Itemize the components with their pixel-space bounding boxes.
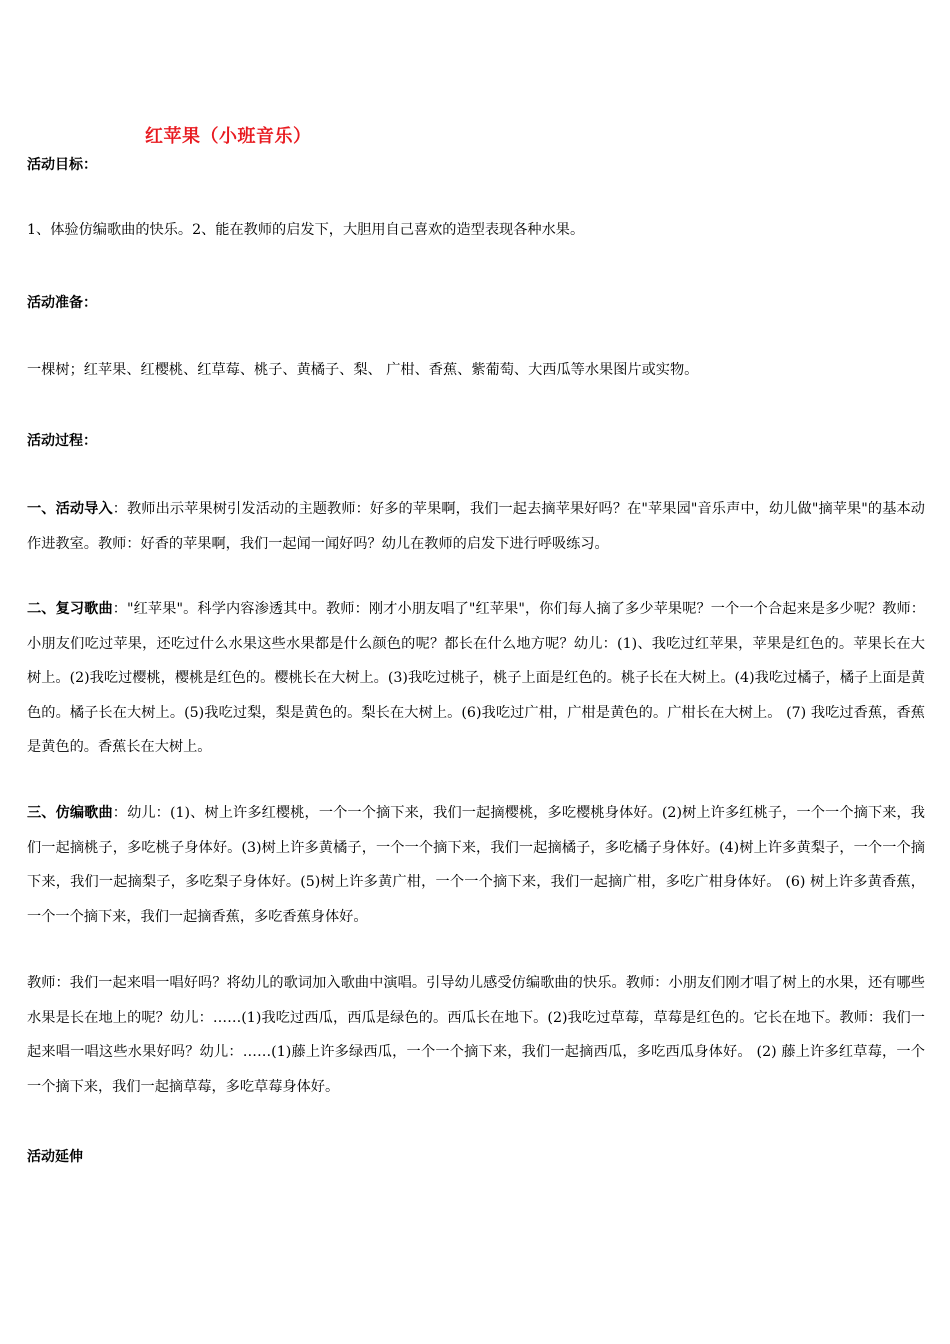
- step-3-text: ：幼儿：(1)、树上许多红樱桃，一个一个摘下来，我们一起摘樱桃，多吃樱桃身体好。(2)树上许多红桃子，一个一个摘下来，我们一起摘桃子，多吃桃子身体好。(3)树上许多黄橘子，一个一个摘下来，我们一起摘橘子，多吃橘子身体好。(4)树上许多黄梨子，一个一个摘下来，我们一起摘梨子，多吃梨子身体好。(5)树上许多黄广柑，一个一个摘下来，我们一起摘广柑，多吃广柑身体好。 (6) 树上许多黄香蕉，一个一个摘下来，我们一起摘香蕉，多吃香蕉身体好。: [27, 805, 925, 925]
- goals-text: 1、体验仿编歌曲的快乐。2、能在教师的启发下，大胆用自己喜欢的造型表现各种水果。: [27, 222, 585, 238]
- step-1-lead: 一、活动导入: [27, 501, 113, 517]
- goals-heading: 活动目标：: [27, 157, 97, 173]
- process-step-3: [27, 796, 925, 934]
- step-1-text: ：教师出示苹果树引发活动的主题教师：好多的苹果啊，我们一起去摘苹果好吗？在"苹果园"音乐声中，幼儿做"摘苹果"的基本动作进教室。教师：好香的苹果啊，我们一起闻一闻好吗？幼儿在教师的启发下进行呼吸练习。: [27, 501, 925, 552]
- process-step-2: [27, 592, 925, 765]
- extension-heading: 活动延伸: [27, 1149, 83, 1165]
- step-2-text: ："红苹果"。科学内容渗透其中。教师：刚才小朋友唱了"红苹果"，你们每人摘了多少苹果呢？一个一个合起来是多少呢？教师：小朋友们吃过苹果，还吃过什么水果这些水果都是什么颜色的呢？都长在什么地方呢？幼儿：(1)、我吃过红苹果，苹果是红色的。苹果长在大树上。(2)我吃过樱桃，樱桃是红色的。樱桃长在大树上。(3)我吃过桃子，桃子上面是红色的。桃子长在大树上。(4)我吃过橘子，橘子上面是黄色的。橘子长在大树上。(5)我吃过梨，梨是黄色的。梨长在大树上。(6)我吃过广柑，广柑是黄色的。广柑长在大树上。 (7) 我吃过香蕉，香蕉是黄色的。香蕉长在大树上。: [27, 601, 925, 755]
- document-title: 红苹果（小班音乐）: [145, 126, 312, 147]
- preparation-text: 一棵树；红苹果、红樱桃、红草莓、桃子、黄橘子、梨、 广柑、香蕉、紫葡萄、大西瓜等水果图片或实物。: [27, 362, 699, 378]
- step-2-lead: 二、复习歌曲: [27, 601, 113, 617]
- process-step-4: 教师：我们一起来唱一唱好吗？将幼儿的歌词加入歌曲中演唱。引导幼儿感受仿编歌曲的快乐。教师：小朋友们刚才唱了树上的水果，还有哪些水果是长在地上的呢？幼儿：……(1)我吃过西瓜，西瓜是绿色的。西瓜长在地下。(2)我吃过草莓，草莓是红色的。它长在地下。教师：我们一起来唱一唱这些水果好吗？幼儿：……(1)藤上许多绿西瓜，一个一个摘下来，我们一起摘西瓜，多吃西瓜身体好。 (2) 藤上许多红草莓，一个一个摘下来，我们一起摘草莓，多吃草莓身体好。: [27, 975, 925, 1095]
- preparation-heading: 活动准备：: [27, 295, 97, 311]
- process-step-1: [27, 492, 925, 561]
- process-heading: 活动过程：: [27, 433, 97, 449]
- step-3-lead: 三、仿编歌曲: [27, 805, 113, 821]
